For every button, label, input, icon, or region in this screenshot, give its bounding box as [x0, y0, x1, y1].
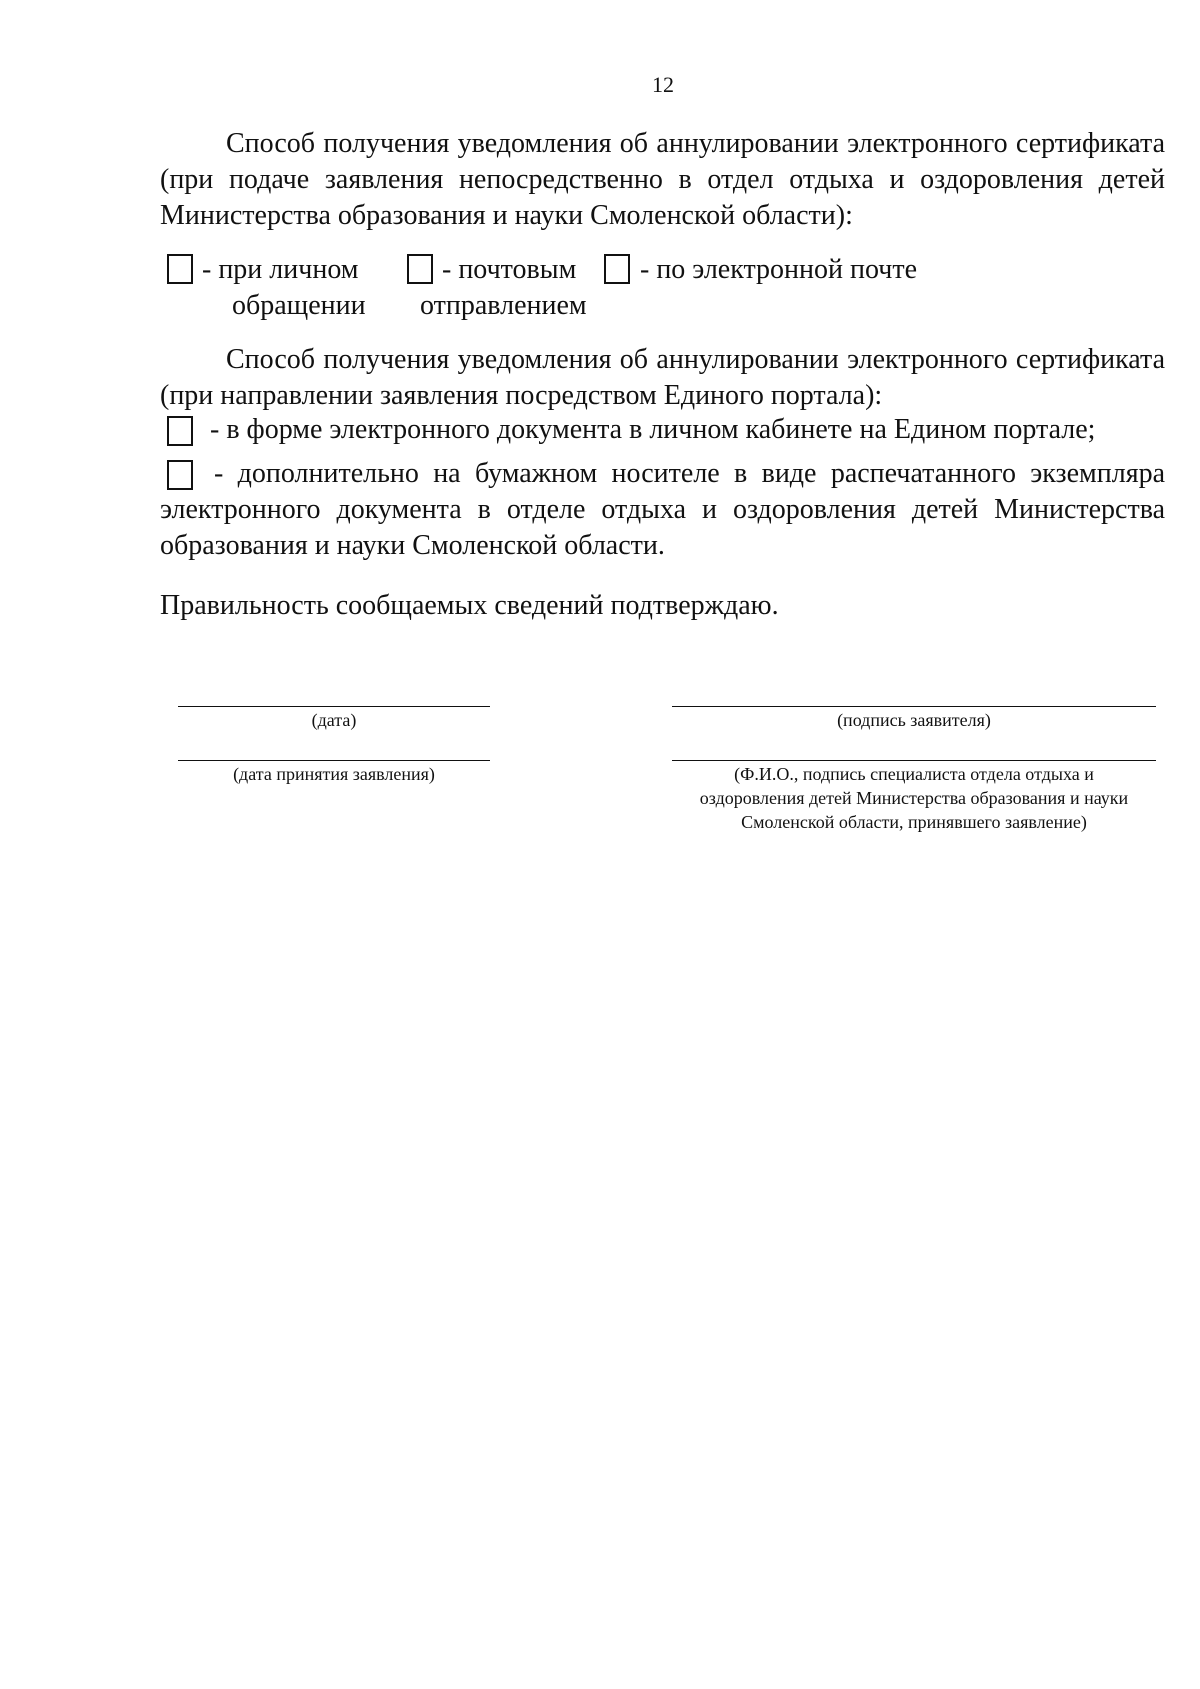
- in-person-method-paragraph: Способ получения уведомления об аннулировании электронного сертификата (при подаче заявления непосредственно в отдел отдыха и оздоровления детей Министерства образования и науки Смоленской области):: [160, 128, 1165, 231]
- specialist-caption-line2: оздоровления детей Министерства образования и науки: [699, 788, 1129, 808]
- option-paper-copy: - дополнительно на бумажном носителе в виде распечатанного экземпляра электронного документа в отделе отдыха и оздоровления детей Министерства образования и науки Смоленской области.: [160, 458, 1165, 561]
- specialist-caption-line1: (Ф.И.О., подпись специалиста отдела отдыха и: [734, 764, 1094, 784]
- page-number: 12: [652, 72, 674, 97]
- option-personal-visit-line1: - при личном: [202, 254, 359, 285]
- option-postal-line2: отправлением: [420, 290, 587, 321]
- portal-method-paragraph: Способ получения уведомления об аннулировании электронного сертификата (при направлении заявления посредством Единого портала):: [160, 344, 1165, 411]
- option-email-line1: - по электронной почте: [640, 254, 917, 285]
- checkbox-postal[interactable]: [407, 254, 433, 284]
- date-line: [178, 706, 490, 707]
- checkbox-portal-cabinet[interactable]: [167, 416, 193, 446]
- applicant-signature-caption: (подпись заявителя): [837, 710, 991, 730]
- checkbox-personal-visit[interactable]: [167, 254, 193, 284]
- applicant-signature-line: [672, 706, 1156, 707]
- acceptance-date-line: [178, 760, 490, 761]
- specialist-caption-line3: Смоленской области, принявшего заявление): [741, 812, 1087, 832]
- confirmation-text: Правильность сообщаемых сведений подтверждаю.: [160, 590, 779, 621]
- option-postal-line1: - почтовым: [442, 254, 577, 285]
- checkbox-email[interactable]: [604, 254, 630, 284]
- date-caption: (дата): [311, 710, 357, 730]
- specialist-signature-line: [672, 760, 1156, 761]
- acceptance-date-caption: (дата принятия заявления): [233, 764, 435, 784]
- option-personal-visit-line2: обращении: [232, 290, 366, 321]
- option-portal-cabinet: - в форме электронного документа в личном кабинете на Едином портале;: [210, 414, 1096, 445]
